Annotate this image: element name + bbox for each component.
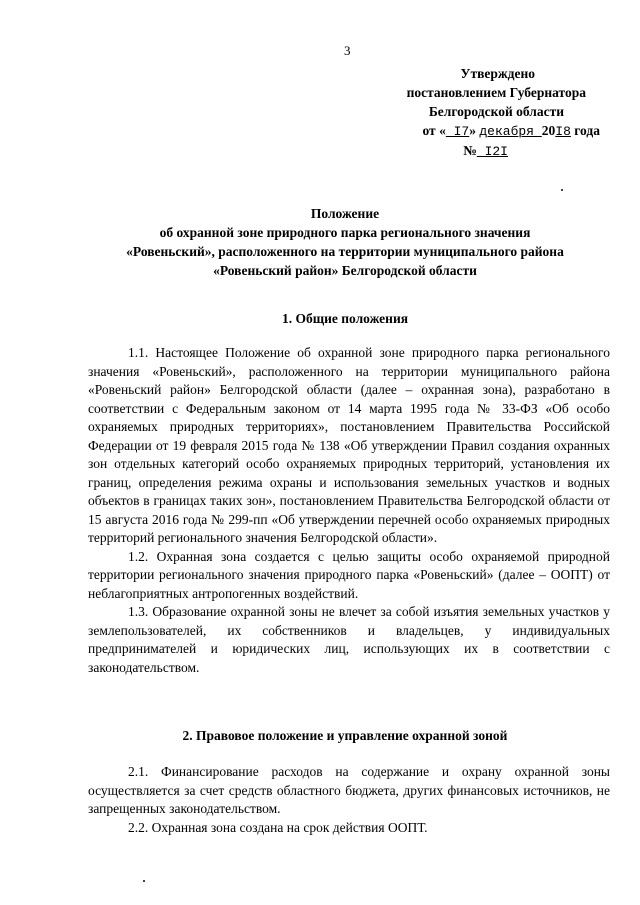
approval-line-approved: Утверждено: [460, 66, 535, 81]
title-line-4: «Ровеньский район» Белгородской области: [213, 263, 477, 278]
approval-line-decree: постановлением Губернатора: [406, 85, 586, 100]
title-line-1: Положение: [310, 206, 380, 221]
title-line-2: об охранной зоне природного парка регионального значения: [159, 225, 531, 240]
date-year: I8: [555, 124, 571, 139]
document-title: [80, 204, 610, 280]
paragraph-2-1: 2.1. Финансирование расходов на содержание и охрану охранной зоны осуществляется за счет средств областного бюджета, других финансовых источников, не запрещенных законодательством.: [88, 764, 610, 816]
scan-speck: [143, 880, 145, 882]
approval-stamp: [350, 64, 600, 161]
number-prefix: №: [463, 143, 477, 158]
paragraph-1-1: 1.1. Настоящее Положение об охранной зоне природного парка регионального значения «Ровеньский», расположенного на территории муниципального района «Ровеньский район» Белгородской области (далее – охранная зона), разработано в соответствии с Федеральным законом от 14 марта 1995 года № 33-ФЗ «Об особо охраняемых природных территориях», постановлением Правительства Российской Федерации от 19 февраля 2015 года № 138 «Об утверждении Правил создания охранных зон отдельных категорий особо охраняемых природных территорий, установления их границ, определения режима охраны и использования земельных участков и водных объектов в границах таких зон», постановлением Правительства Белгородской области от 15 августа 2016 года № 299-пп «Об утверждении перечней особо охраняемых природных территорий регионального значения Белгородской области».: [88, 345, 610, 545]
section-1-heading: 1. Общие положения: [281, 311, 409, 326]
approval-number: [350, 141, 600, 161]
paragraph-1-2: 1.2. Охранная зона создается с целью защиты особо охраняемой природной территории регионального значения природного парка «Ровеньский» (далее – ООПТ) от неблагоприятных антропогенных воздействий.: [88, 548, 610, 601]
page-number: 3: [344, 43, 351, 58]
decree-number: I2I: [476, 144, 508, 159]
date-mid: »: [469, 123, 476, 138]
scan-speck: [561, 189, 563, 191]
date-prefix: от «: [422, 123, 446, 138]
title-line-3: «Ровеньский», расположенного на территории муниципального района: [126, 244, 564, 259]
approval-date: [350, 121, 600, 141]
section-2-body: [88, 763, 610, 837]
paragraph-1-3: 1.3. Образование охранной зоны не влечет за собой изъятия земельных участков у землепользователей, их собственников и владельцев, у индивидуальных предпринимателей и юридических лиц, использующих их в соответствии с законодательством.: [88, 604, 610, 675]
date-day: I7: [445, 124, 470, 139]
paragraph-2-2: 2.2. Охранная зона создана на срок действия ООПТ.: [128, 819, 428, 835]
year-suffix: года: [574, 123, 600, 138]
section-1-body: [88, 344, 610, 677]
year-prefix: 20: [541, 123, 556, 138]
approval-line-region: Белгородской области: [428, 104, 564, 119]
section-2-heading: 2. Правовое положение и управление охранной зоной: [182, 728, 508, 743]
date-month: декабря: [479, 124, 542, 139]
